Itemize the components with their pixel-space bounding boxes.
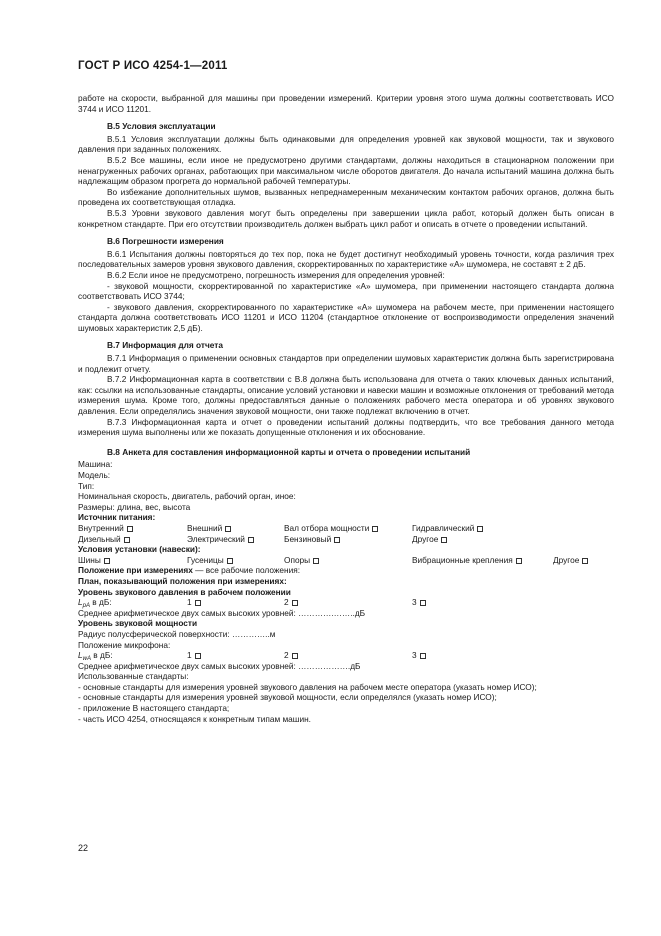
b5-p1: В.5.1 Условия эксплуатации должны быть одинаковыми для определения уровней как звуковой мощности, так и звукового давления при заданных положениях.: [78, 133, 614, 155]
avg-pwr: Среднее арифметическое двух самых высоких уровней: ……………….дБ: [78, 660, 361, 671]
checkbox-icon[interactable]: [313, 558, 319, 564]
checkbox-icon[interactable]: [441, 537, 447, 543]
lwa-label: $L_{wA}$ в дБ:: [78, 650, 113, 663]
option-electric[interactable]: Электрический: [187, 534, 254, 545]
checkbox-icon[interactable]: [372, 526, 378, 532]
spl-title: Уровень звукового давления в рабочем положении: [78, 586, 291, 597]
lpa-col-2[interactable]: 2: [284, 597, 298, 608]
radius-line: Радиус полусферической поверхности: …………..м: [78, 628, 276, 639]
document-header: ГОСТ Р ИСО 4254-1—2011: [78, 60, 228, 72]
option-diesel[interactable]: Дизельный: [78, 534, 130, 545]
b6-p1: В.6.1 Испытания должны повторяться до тех пор, пока не будет достигнут необходимый уровень точности, когда различия трех последовательных замеров уровня звукового давления, скорректированных по характеристике «А» шумомера, не составят ± 2 дБ.: [78, 248, 614, 270]
avg-spl: Среднее арифметическое двух самых высоких уровней: ………….……..дБ: [78, 607, 366, 618]
form-type: Тип:: [78, 480, 95, 491]
checkbox-icon[interactable]: [420, 600, 426, 606]
checkbox-icon[interactable]: [582, 558, 588, 564]
checkbox-icon[interactable]: [477, 526, 483, 532]
checkbox-icon[interactable]: [195, 653, 201, 659]
section-b6-heading: В.6 Погрешности измерения: [107, 236, 224, 247]
option-other-power[interactable]: Другое: [412, 534, 447, 545]
install-title: Условия установки (навески):: [78, 544, 201, 555]
b7-p1: В.7.1 Информация о применении основных стандартов при определении шумовых характеристик должна быть зарегистрирована и подлежит отчету.: [78, 353, 614, 374]
power-row-1: [78, 523, 614, 534]
checkbox-icon[interactable]: [292, 653, 298, 659]
form-model: Модель:: [78, 470, 111, 480]
option-vibration-mounts[interactable]: Вибрационные крепления: [412, 555, 522, 566]
mic-line: Положение микрофона:: [78, 639, 171, 650]
std-1: - основные стандарты для измерения уровней звукового давления на рабочем месте оператора (указать номер ИСО);: [78, 681, 537, 692]
checkbox-icon[interactable]: [420, 653, 426, 659]
page-number: 22: [78, 843, 89, 853]
lpa-label: $L_{pA}$ в дБ:: [78, 597, 112, 610]
form-size: Размеры: длина, вес, высота: [78, 501, 191, 512]
checkbox-icon[interactable]: [104, 558, 110, 564]
lwa-col-3[interactable]: 3: [412, 650, 426, 661]
std-4: - часть ИСО 4254, относящаяся к конкретным типам машин.: [78, 713, 311, 724]
option-supports[interactable]: Опоры: [284, 555, 319, 566]
b5-p2: В.5.2 Все машины, если иное не предусмотрено другими стандартами, должны находиться в стационарном положении при ненагруженных рабочих органах, работающих при максимальном числе оборотов двигателя. До начала испытаний машина должна быть надлежащим образом прогрета до нормальной рабочей температуры.: [78, 154, 614, 187]
checkbox-icon[interactable]: [225, 526, 231, 532]
checkbox-icon[interactable]: [195, 600, 201, 606]
option-tracks[interactable]: Гусеницы: [187, 555, 233, 566]
positions-line: Положение при измерениях — все рабочие положения:: [78, 565, 301, 576]
lpa-col-3[interactable]: 3: [412, 597, 426, 608]
plan-line: План, показывающий положения при измерениях:: [78, 575, 287, 586]
b6-p4: - звукового давления, скорректированного по характеристике «А» шумомера на рабочем месте, при применении настоящего стандарта должна соответствовать ИСО 11201 и ИСО 11204 (стандартное отклонение от воспроизводимости определения значений шумовых характеристик 2,5 дБ).: [78, 301, 614, 333]
std-3: - приложение В настоящего стандарта;: [78, 703, 230, 714]
lpa-col-1[interactable]: 1: [187, 597, 201, 608]
power-row-2: [78, 534, 614, 545]
install-row: [78, 555, 614, 566]
option-internal[interactable]: Внутренний: [78, 523, 133, 534]
section-b5-heading: В.5 Условия эксплуатации: [107, 121, 216, 132]
power-source-title: Источник питания:: [78, 512, 156, 523]
checkbox-icon[interactable]: [516, 558, 522, 564]
option-external[interactable]: Внешний: [187, 523, 231, 534]
checkbox-icon[interactable]: [292, 600, 298, 606]
lwa-row: [78, 650, 614, 661]
document-body: [78, 93, 614, 724]
intro-paragraph: работе на скорости, выбранной для машины при проведении измерений. Критерии уровня этого шума должны соответствовать ИСО 3744 и ИСО 11201.: [78, 93, 614, 114]
b6-p3: - звуковой мощности, скорректированной по характеристике «А» шумомера, при применении настоящего стандарта должна соответствовать ИСО 3744;: [78, 280, 614, 302]
option-other-install[interactable]: Другое: [553, 555, 588, 566]
checkbox-icon[interactable]: [248, 537, 254, 543]
option-tyres[interactable]: Шины: [78, 555, 110, 566]
option-hydraulic[interactable]: Гидравлический: [412, 523, 483, 534]
standards-title: Использованные стандарты:: [78, 671, 189, 682]
form-speed: Номинальная скорость, двигатель, рабочий орган, иное:: [78, 491, 296, 502]
b7-p3: В.7.3 Информационная карта и отчет о проведении испытаний должны подтвердить, что все требования данного метода измерения шума выполнены или же показать допущенные отклонения и их обоснование.: [78, 416, 614, 438]
b5-p4: В.5.3 Уровни звукового давления могут быть определены при завершении цикла работ, который должен быть описан в конкретном стандарте. При его отсутствии производитель должен выбрать цикл работ и описать в отчете о проведении испытаний.: [78, 207, 614, 229]
option-pto[interactable]: Вал отбора мощности: [284, 523, 378, 534]
form-machine: Машина:: [78, 459, 113, 470]
checkbox-icon[interactable]: [227, 558, 233, 564]
b5-p3: Во избежание дополнительных шумов, вызванных непреднамеренным механическим контактом рабочих органов, должна быть проведена их соответствующая отладка.: [78, 186, 614, 208]
power-level-title: Уровень звуковой мощности: [78, 618, 198, 629]
checkbox-icon[interactable]: [127, 526, 133, 532]
b7-p2: В.7.2 Информационная карта в соответствии с В.8 должна быть использована для отчета о таких ключевых данных испытаний, как: ссылки на использованные стандарты, описание условий установки и навески машин и возможные отклонения от требований метода измерения шума. Кроме того, должны предоставляться данные о положениях рабочего места оператора и об уровнях звукового давления. Если определялись значения звуковой мощности, они также подлежат включению в отчет.: [78, 374, 614, 417]
b6-p2: В.6.2 Если иное не предусмотрено, погрешность измерения для определения уровней:: [107, 269, 445, 280]
checkbox-icon[interactable]: [334, 537, 340, 543]
lpa-row: [78, 597, 614, 608]
option-petrol[interactable]: Бензиновый: [284, 534, 340, 545]
lwa-col-1[interactable]: 1: [187, 650, 201, 661]
section-b8-heading: В.8 Анкета для составления информационной карты и отчета о проведении испытаний: [107, 446, 471, 457]
lwa-col-2[interactable]: 2: [284, 650, 298, 661]
section-b7-heading: В.7 Информация для отчета: [107, 340, 223, 351]
std-2: - основные стандарты для измерения уровней звуковой мощности, если определялся (указать номер ИСО);: [78, 692, 497, 703]
checkbox-icon[interactable]: [124, 537, 130, 543]
